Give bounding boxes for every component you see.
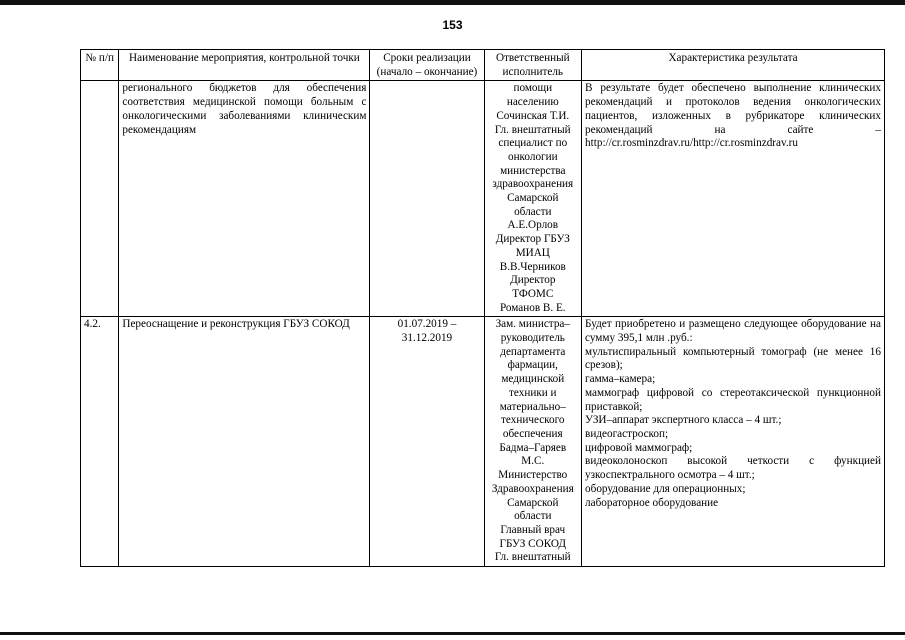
- responsible-line: Гл. внештатный: [494, 123, 571, 136]
- responsible-line: помощи: [513, 82, 553, 95]
- result-line: маммограф цифровой со стереотаксической пункционной приставкой;: [585, 386, 881, 413]
- responsible-line: техники и: [509, 386, 557, 399]
- responsible-line: Бадма–Гаряев: [499, 441, 567, 454]
- row-responsible: [484, 317, 582, 567]
- responsible-line: фармации,: [507, 359, 558, 372]
- responsible-line: Гл. внештатный: [494, 551, 571, 564]
- result-line: оборудование для операционных;: [585, 482, 746, 495]
- page-number: 153: [442, 18, 463, 32]
- responsible-line: Романов В. Е.: [499, 301, 566, 314]
- responsible-line: ГБУЗ СОКОД: [499, 537, 567, 550]
- responsible-line: обеспечения: [502, 427, 563, 440]
- table-row: [81, 81, 885, 317]
- table-body: [81, 81, 885, 567]
- row-dates: 01.07.2019 – 31.12.2019: [370, 317, 484, 567]
- row-dates: [370, 81, 484, 317]
- header-responsible: Ответственный исполнитель: [484, 50, 582, 81]
- row-result: [582, 81, 885, 317]
- responsible-line: Здравоохранения: [491, 482, 574, 495]
- row-activity-name: регионального бюджетов для обеспечения соответствия медицинской помощи больным с онкологическими заболеваниями клиническим рекомендациям: [119, 81, 370, 317]
- top-rule: [0, 0, 905, 5]
- table-header-row: [81, 50, 885, 81]
- result-line: видеоколоноскоп высокой четкости с функцией узкоспектрального осмотра – 4 шт.;: [585, 455, 881, 482]
- table-row: [81, 317, 885, 567]
- responsible-line: материально–: [499, 400, 566, 413]
- responsible-line: Самарской: [507, 496, 559, 509]
- responsible-line: здравоохранения: [492, 178, 574, 191]
- header-name: Наименование мероприятия, контрольной точки: [119, 50, 370, 81]
- responsible-line: Сочинская Т.И.: [496, 109, 570, 122]
- row-activity-name: Переоснащение и реконструкция ГБУЗ СОКОД: [119, 317, 370, 567]
- header-dates: Сроки реализации (начало – окончание): [370, 50, 484, 81]
- responsible-line: А.Е.Орлов: [507, 219, 559, 232]
- row-number: 4.2.: [81, 317, 119, 567]
- responsible-line: Самарской: [507, 192, 559, 205]
- responsible-line: населению: [506, 96, 559, 109]
- responsible-line: МИАЦ: [515, 246, 550, 259]
- result-line: Будет приобретено и размещено следующее оборудование на сумму 395,1 млн .руб.:: [585, 318, 881, 345]
- responsible-line: ТФОМС: [512, 287, 554, 300]
- responsible-line: министерства: [500, 164, 566, 177]
- responsible-line: Зам. министра–: [495, 318, 570, 331]
- responsible-line: руководитель: [500, 332, 565, 345]
- activities-table: [80, 49, 885, 567]
- row-number: [81, 81, 119, 317]
- bottom-rule: [0, 632, 905, 635]
- responsible-line: онкологии: [507, 150, 558, 163]
- responsible-line: Директор: [510, 274, 556, 287]
- result-line: цифровой маммограф;: [585, 441, 693, 454]
- row-responsible: [484, 81, 582, 317]
- result-line: мультиспиральный компьютерный томограф (не менее 16 срезов);: [585, 345, 881, 372]
- responsible-line: М.С.: [521, 455, 545, 468]
- responsible-line: специалист по: [498, 137, 568, 150]
- result-line: гамма–камера;: [585, 373, 656, 386]
- result-line: В результате будет обеспечено выполнение клинических рекомендаций и протоколов ведения онкологических пациентов, изложенных в рубрикаторе клинических рекомендаций на сайте –http://cr.rosminzdrav.ru/http://cr.rosminzdrav.ru: [585, 82, 881, 150]
- result-line: лабораторное оборудование: [585, 496, 719, 509]
- header-result: Характеристика результата: [582, 50, 885, 81]
- responsible-line: В.В.Черников: [499, 260, 566, 273]
- responsible-line: департамента: [500, 345, 566, 358]
- responsible-line: медицинской: [501, 373, 565, 386]
- responsible-line: Министерство: [498, 469, 568, 482]
- result-line: УЗИ–аппарат экспертного класса – 4 шт.;: [585, 414, 782, 427]
- responsible-line: области: [514, 205, 552, 218]
- responsible-line: технического: [501, 414, 565, 427]
- responsible-line: Главный врач: [500, 523, 566, 536]
- result-line: видеогастроскоп;: [585, 427, 669, 440]
- responsible-line: Директор ГБУЗ: [495, 233, 570, 246]
- header-num: № п/п: [81, 50, 119, 81]
- responsible-line: области: [514, 510, 552, 523]
- row-result: [582, 317, 885, 567]
